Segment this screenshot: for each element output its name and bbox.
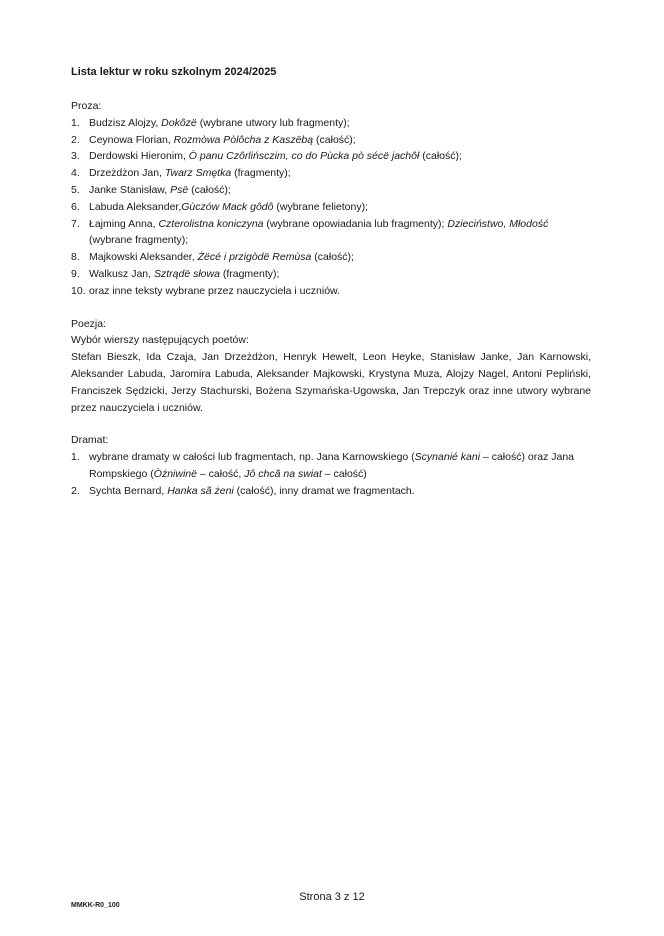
list-item: [71, 216, 591, 250]
document-content: [71, 98, 591, 500]
text-segment: Derdowski Hieronim,: [89, 150, 189, 163]
list-item-text: [89, 182, 231, 199]
list-item-number: 4.: [71, 167, 80, 180]
list-item-text: [89, 216, 591, 250]
title-italic: Hanka sã żeni: [167, 484, 234, 497]
list-item-number: 5.: [71, 183, 80, 196]
list-item: [71, 165, 591, 182]
title-italic: Dokôzë: [161, 116, 197, 129]
text-segment: Drzeżdżon Jan,: [89, 167, 165, 180]
list-item-number: 3.: [71, 150, 80, 163]
text-segment: (fragmenty);: [219, 267, 280, 280]
text-segment: Walkusz Jan,: [89, 267, 154, 280]
list-item: [71, 449, 591, 483]
list-item-text: [89, 483, 415, 500]
list-item-text: [89, 165, 291, 182]
text-segment: Budzisz Alojzy,: [89, 116, 162, 129]
list-item: [71, 115, 591, 132]
poezja-intro: Wybór wierszy następujących poetów:: [71, 334, 249, 347]
text-segment: (całość);: [313, 133, 356, 146]
list-item-number: 1.: [71, 116, 80, 129]
text-segment: (fragmenty);: [231, 167, 291, 180]
text-segment: (wybrane felietony);: [273, 200, 369, 213]
page-number: Strona 3 z 12: [299, 891, 365, 903]
list-item-number: 9.: [71, 267, 80, 280]
list-item: [71, 283, 591, 300]
list-item-text: [89, 266, 279, 283]
list-item-number: 2.: [71, 133, 80, 146]
text-segment: Janke Stanisław,: [89, 183, 171, 196]
text-segment: (całość), inny dramat we fragmentach.: [233, 484, 415, 497]
text-segment: – całość): [321, 467, 367, 480]
title-italic: Sztrądë słowa: [153, 267, 220, 280]
text-segment: (całość);: [311, 251, 354, 264]
list-item-number: 6.: [71, 200, 80, 213]
text-segment: (wybrane opowiadania lub fragmenty);: [263, 217, 448, 230]
list-item: [71, 199, 591, 216]
title-italic: Żëcé i przigòdë Remùsa: [197, 251, 312, 264]
list-item: [71, 132, 591, 149]
text-segment: Ceynowa Florian,: [89, 133, 174, 146]
title-italic: Psë: [170, 183, 189, 196]
text-segment: Labuda Aleksander,: [89, 200, 182, 213]
title-italic: Jô chcã na swiat: [244, 467, 322, 480]
text-segment: Łajming Anna,: [89, 217, 159, 230]
list-item-text: [89, 148, 462, 165]
title-italic: Rozmòwa Pòlôcha z Kaszëbą: [173, 133, 314, 146]
text-segment: (całość);: [188, 183, 231, 196]
section-heading-poezja: Poezja:: [71, 317, 107, 330]
title-italic: Dzieciństwo, Młodość: [447, 217, 549, 230]
text-segment: wybrane dramaty w całości lub fragmentach, np. Jana Karnowskiego (: [89, 451, 415, 464]
list-item: [71, 148, 591, 165]
text-segment: Majkowski Aleksander,: [89, 251, 198, 264]
text-segment: – całość,: [196, 467, 245, 480]
dramat-list: [71, 449, 591, 499]
list-item: [71, 249, 591, 266]
list-item-number: 2.: [71, 484, 80, 497]
list-item-number: 8.: [71, 251, 80, 264]
list-item-number: 1.: [71, 451, 80, 464]
proza-list: [71, 115, 591, 300]
list-item-text: [89, 199, 368, 216]
text-segment: oraz inne teksty wybrane przez nauczyciela i uczniów.: [89, 284, 340, 297]
list-item-text: [89, 115, 350, 132]
section-heading-dramat: Dramat:: [71, 434, 109, 447]
title-italic: Òżniwinë: [153, 467, 197, 480]
title-italic: Gùczów Mack gôdô: [181, 200, 274, 213]
document-title: Lista lektur w roku szkolnym 2024/2025: [71, 66, 277, 78]
text-segment: – całość) oraz Jana Rompskiego (: [89, 451, 575, 480]
document-code: MMKK-R0_100: [71, 902, 120, 909]
title-italic: Twarz Smętka: [164, 167, 232, 180]
title-italic: Scynanié kani: [414, 451, 481, 464]
title-italic: Ò panu Czôrlińsczim, co do Pùcka pò sécë jachôł: [188, 150, 420, 163]
list-item: [71, 182, 591, 199]
text-segment: (wybrane utwory lub fragmenty);: [196, 116, 350, 129]
list-item-text: [89, 283, 340, 300]
list-item: [71, 483, 591, 500]
title-italic: Czterolistna koniczyna: [158, 217, 264, 230]
list-item-number: 10.: [71, 284, 86, 297]
section-heading-proza: Proza:: [71, 100, 102, 112]
text-segment: (wybrane fragmenty);: [89, 234, 189, 247]
list-item: [71, 266, 591, 283]
text-segment: (całość);: [419, 150, 462, 163]
list-item-text: [89, 449, 591, 483]
list-item-text: [89, 249, 354, 266]
text-segment: Sychta Bernard,: [89, 484, 168, 497]
list-item-text: [89, 132, 356, 149]
list-item-number: 7.: [71, 217, 80, 230]
poets-paragraph: Stefan Bieszk, Ida Czaja, Jan Drzeżdżon, Henryk Hewelt, Leon Heyke, Stanisław Janke, Jan Karnowski, Aleksander Labuda, Jaromira Labuda, Aleksander Majkowski, Krystyna Muza, Alojzy Nagel, Antoni Pepliński, Franciszek Sędzicki, Jerzy Stachurski, Bożena Szymańska-Ugowska, Jan Trepczyk oraz inne utwory wybrane przez nauczyciela i uczniów.: [71, 351, 591, 414]
